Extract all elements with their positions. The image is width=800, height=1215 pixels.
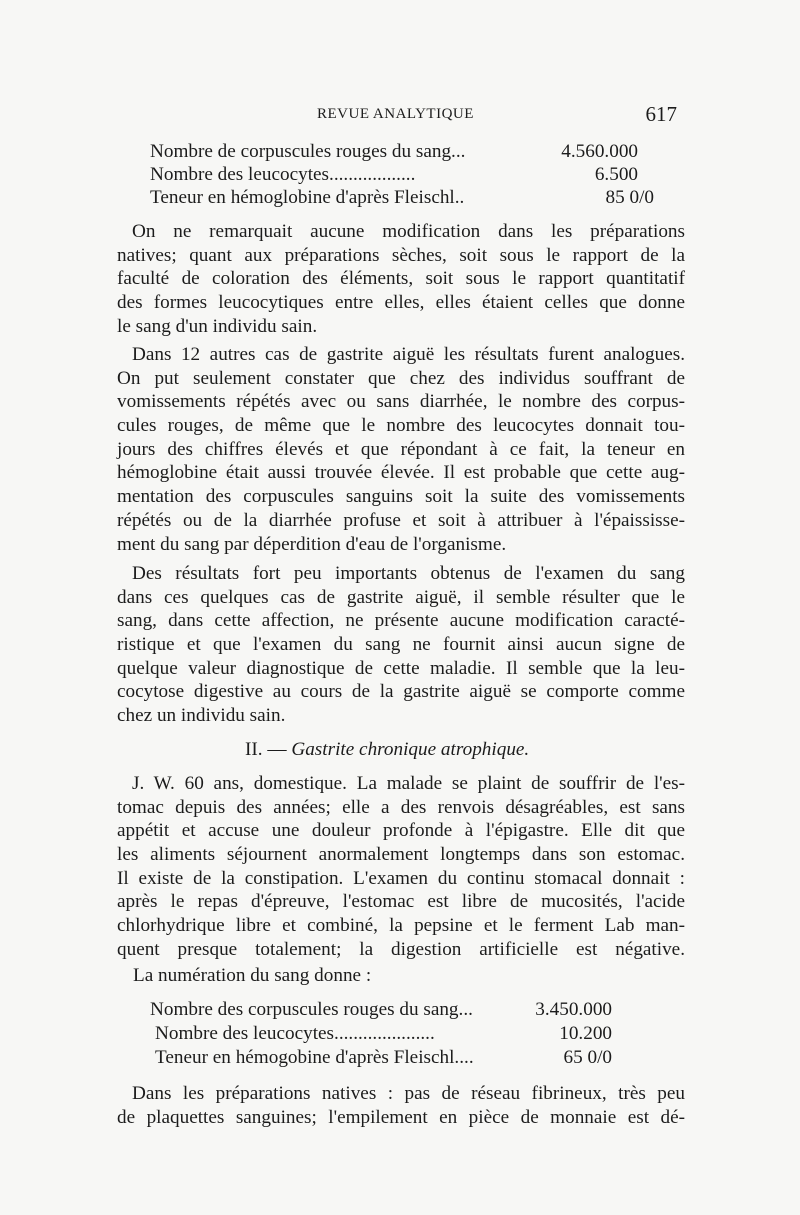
table1-row [150, 186, 654, 210]
table2-label: Nombre des corpuscules rouges du sang... [150, 999, 473, 1020]
table2-label: Nombre des leucocytes..................... [155, 1023, 435, 1044]
text-line: On put seulement constater que chez des individus souffrant de [117, 367, 685, 389]
text-line: les aliments séjournent anormalement longtemps dans son estomac. [117, 844, 685, 866]
text-line: Dans 12 autres cas de gastrite aiguë les résultats furent analogues. [132, 344, 685, 365]
table1-row [150, 163, 638, 187]
page-header [117, 102, 687, 134]
text-line: chlorhydrique libre et combiné, la pepsine et le ferment Lab man- [117, 915, 685, 937]
text-line: après le repas d'épreuve, l'estomac est libre de mucosités, l'acide [117, 891, 685, 913]
text-line: chez un individu sain. [117, 705, 286, 727]
section-title: Gastrite chronique atrophique. [291, 739, 530, 760]
text-line: quelque valeur diagnostique de cette maladie. Il semble que la leu- [117, 657, 685, 679]
page-number: 617 [645, 102, 677, 126]
text-line: Des résultats fort peu importants obtenus de l'examen du sang [132, 563, 685, 584]
table2-row [150, 998, 620, 1022]
table2-value: 3.450.000 [535, 999, 612, 1020]
text-line: dans ces quelques cas de gastrite aiguë, il semble résulter que le [117, 586, 685, 608]
table1-value: 4.560.000 [561, 141, 638, 162]
table2-row [155, 1022, 625, 1046]
section-heading [245, 738, 529, 762]
running-head: REVUE ANALYTIQUE [317, 106, 474, 122]
text-line: vomissements répétés avec ou sans diarrhée, le nombre des corpus- [117, 391, 685, 413]
text-line: cocytose digestive au cours de la gastrite aiguë se comporte comme [117, 681, 685, 703]
table2-label: Teneur en hémogobine d'après Fleischl.... [155, 1047, 474, 1068]
paragraph [117, 562, 685, 728]
paragraph [117, 220, 685, 338]
text-line: J. W. 60 ans, domestique. La malade se plaint de souffrir de l'es- [132, 773, 685, 794]
paragraph [117, 772, 685, 962]
text-line: natives; quant aux préparations sèches, soit sous le rapport de la [117, 244, 685, 266]
text-line: faculté de coloration des éléments, soit sous le rapport quantitatif [117, 268, 685, 290]
text-line: hémoglobine était aussi trouvée élevée. Il est probable que cette aug- [117, 462, 685, 484]
text-line: tomac depuis des années; elle a des renvois désagréables, est sans [117, 796, 685, 818]
text-line: On ne remarquait aucune modification dans les préparations [132, 221, 685, 242]
text-line: cules rouges, de même que le nombre des leucocytes donnait tou- [117, 415, 685, 437]
text-line: jours des chiffres élevés et que répondant à ce fait, la teneur en [117, 438, 685, 460]
table2-row [155, 1046, 625, 1070]
text-line: Il existe de la constipation. L'examen du continu stomacal donnait : [117, 867, 685, 889]
section-number: II. — [245, 739, 287, 760]
paragraph [117, 1082, 685, 1129]
text-line: mentation des corpuscules sanguins soit la suite des vomissements [117, 486, 685, 508]
text-line: Dans les préparations natives : pas de réseau fibrineux, très peu [132, 1083, 685, 1104]
table1-row [150, 140, 638, 164]
paragraph [117, 343, 685, 556]
text-line: appétit et accuse une douleur profonde à l'épigastre. Elle dit que [117, 820, 685, 842]
text-line: répétés ou de la diarrhée profuse et soit à attribuer à l'épaississe- [117, 509, 685, 531]
table1-value: 85 0/0 [605, 187, 654, 208]
text-line: ristique et que l'examen du sang ne fournit ainsi aucun signe de [117, 634, 685, 656]
text-line: de plaquettes sanguines; l'empilement en pièce de monnaie est dé- [117, 1106, 685, 1128]
table1-label: Nombre de corpuscules rouges du sang... [150, 141, 466, 162]
text-line: quent presque totalement; la digestion artificielle est négative. [117, 938, 685, 960]
table2-value: 65 0/0 [563, 1047, 612, 1068]
table1-label: Teneur en hémoglobine d'après Fleischl.. [150, 187, 465, 208]
table1-label: Nombre des leucocytes.................. [150, 164, 416, 185]
table2-value: 10.200 [559, 1023, 612, 1044]
text-line: des formes leucocytiques entre elles, elles étaient celles que donne [117, 292, 685, 314]
text-line: le sang d'un individu sain. [117, 315, 318, 337]
text-line: sang, dans cette affection, ne présente aucune modification caracté- [117, 610, 685, 632]
table1-value: 6.500 [594, 164, 638, 185]
text-line: ment du sang par déperdition d'eau de l'organisme. [117, 533, 507, 555]
text-line: La numération du sang donne : [133, 965, 372, 986]
